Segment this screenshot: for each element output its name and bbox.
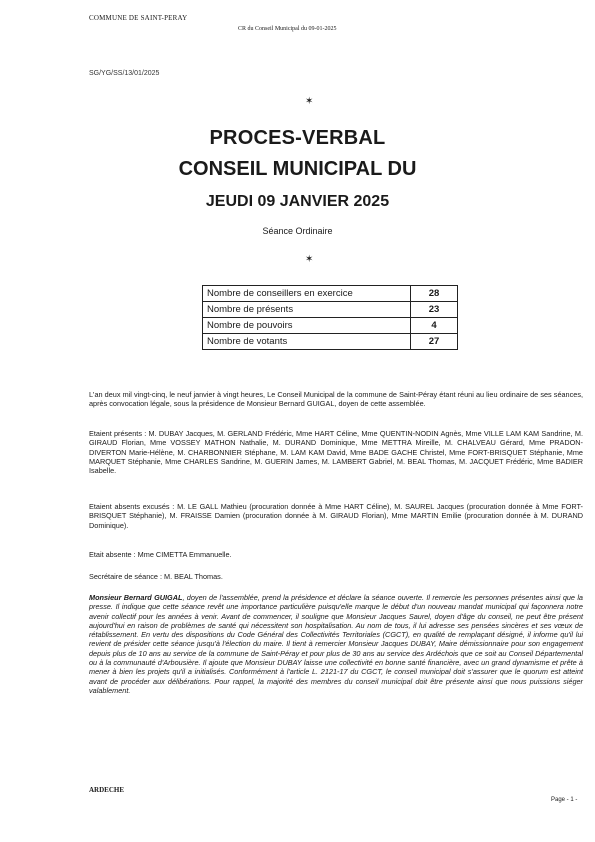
table-row bbox=[203, 302, 458, 318]
footer-department: ARDECHE bbox=[89, 786, 125, 794]
row-value: 27 bbox=[411, 334, 458, 350]
title-line-2: CONSEIL MUNICIPAL DU bbox=[178, 158, 417, 180]
row-label: Nombre de votants bbox=[203, 334, 411, 350]
session-type: Séance Ordinaire bbox=[262, 226, 333, 236]
absente-paragraph: Etait absente : Mme CIMETTA Emmanuelle. bbox=[89, 550, 232, 559]
title-line-3: JEUDI 09 JANVIER 2025 bbox=[205, 193, 390, 210]
page-number: Page - 1 - bbox=[551, 797, 578, 803]
secretaire-paragraph: Secrétaire de séance : M. BEAL Thomas. bbox=[89, 572, 223, 581]
speech-text: , doyen de l'assemblée, prend la présidence et déclare la séance ouverte. Il remercie les personnes présentes ainsi que la presse. Il indique que cette séance revêt une importance particulière puisqu'elle marque le début d'un nouveau mandat municipal qui façonnera notre avenir collectif pour les années à venir. Avant de commencer, il souligne que Monsieur Jacques Saurel, doyen d'âge du conseil, ne peut être présent aujourd'hui en raison de problèmes de santé qui nécessitent son hospitalisation. Au nom de tous, il lui adresse ses pensées sincères et ses vœux de rétablissement. En vertu des dispositions du Code Général des Collectivités Territoriales (CGCT), en qualité de remplaçant désigné, il informe qu'il lui revient de présider cette séance jusqu'à l'élection du maire. Il tient à remercier Monsieur Jacques DUBAY, Maire démissionnaire pour son engagement depuis plus de 10 ans au service de la commune de Saint-Péray et pour plus de 30 ans au service des Ardéchois que ce soit au Conseil Départemental ou à la communauté d'Arbousière. Il ajoute que Monsieur DUBAY laisse une collectivité en bonne santé financière, avec un grand dynamisme et prête à mener à bien les projets qu'il a initialisés. Conformément à l'article L. 2121-17 du CGCT, le conseil municipal doit s'assurer que le quorum est atteint avant de procéder aux délibérations. Pour rappel, la majorité des membres du conseil municipal doit être présente ainsi que nous puissions siéger valablement. bbox=[89, 593, 583, 695]
row-value: 23 bbox=[411, 302, 458, 318]
opening-speech bbox=[89, 593, 583, 695]
reference-code: SG/YG/SS/13/01/2025 bbox=[89, 70, 160, 77]
star-ornament-middle: ✶ bbox=[305, 254, 314, 265]
row-value: 28 bbox=[411, 286, 458, 302]
row-label: Nombre de pouvoirs bbox=[203, 318, 411, 334]
table-row bbox=[203, 318, 458, 334]
star-ornament-top: ✶ bbox=[305, 96, 314, 107]
intro-paragraph: L'an deux mil vingt-cinq, le neuf janvier à vingt heures, Le Conseil Municipal de la commune de Saint-Péray étant réuni au lieu ordinaire de ses séances, après convocation légale, sous la présidence de Monsieur Bernard GUIGAL, doyen de cette assemblée. bbox=[89, 390, 583, 409]
presents-paragraph: Etaient présents : M. DUBAY Jacques, M. GERLAND Frédéric, Mme HART Céline, Mme QUENTIN-NODIN Agnès, Mme VILLE LAM KAM Sandrine, M. GIRAUD Florian, Mme VOSSEY MATHON Nathalie, M. DURAND Dominique, Mme METTRA Mireille, M. CHALVEAU Gérard, Mme PRADON-DIVERTON Marie-Hélène, M. CHARBONNIER Stéphane, M. LAM KAM David, Mme BADE GACHE Christel, Mme FORT-BRISQUET Stéphanie, Mme MARQUET Stéphanie, Mme CHARLES Sandrine, M. GUERIN James, M. LAMBERT Gabriel, M. BEAL Thomas, M. JACQUET Frédéric, Mme BADIER Isabelle. bbox=[89, 429, 583, 476]
excuses-paragraph: Etaient absents excusés : M. LE GALL Mathieu (procuration donnée à Mme HART Céline), M. SAUREL Jacques (procuration donnée à Mme FORT-BRISQUET Stéphanie), M. FRAISSE Damien (procuration donnée à M. GIRAUD Florian), Mme MARTIN Emilie (procuration donnée à M. DURAND Dominique). bbox=[89, 502, 583, 530]
row-value: 4 bbox=[411, 318, 458, 334]
row-label: Nombre de conseillers en exercice bbox=[203, 286, 411, 302]
speaker-name: Monsieur Bernard GUIGAL bbox=[89, 593, 183, 602]
attendance-table bbox=[202, 285, 458, 350]
table-row bbox=[203, 286, 458, 302]
title-line-1: PROCES-VERBAL bbox=[209, 127, 386, 149]
table-row bbox=[203, 334, 458, 350]
commune-header: COMMUNE DE SAINT-PERAY bbox=[89, 14, 188, 22]
document-reference: CR du Conseil Municipal du 09-01-2025 bbox=[238, 26, 337, 32]
row-label: Nombre de présents bbox=[203, 302, 411, 318]
